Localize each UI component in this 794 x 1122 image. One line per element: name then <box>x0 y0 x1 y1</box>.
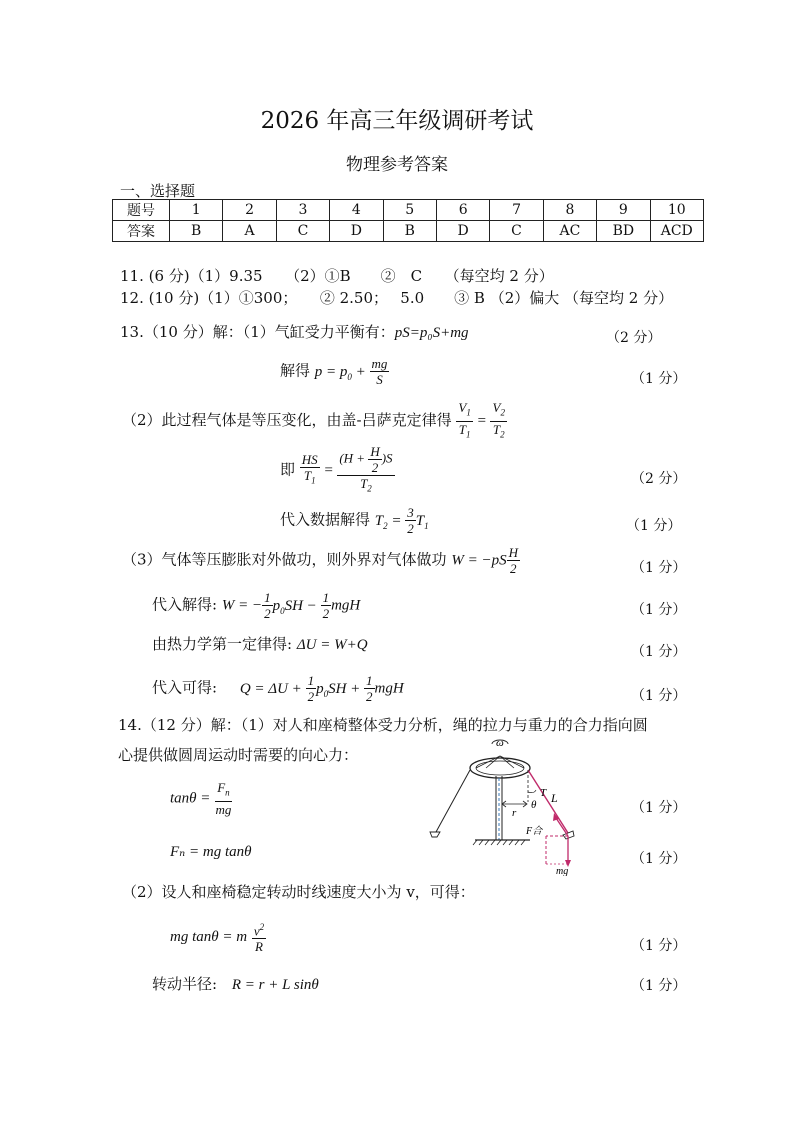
score: （1 分） <box>631 602 687 618</box>
q13-sub-label: 代入数据解得 <box>280 510 371 529</box>
table-cell: D <box>436 221 489 242</box>
answer-q11: 11. (6 分)（1）9.35 （2）①B ② C （每空均 2 分） <box>120 267 554 285</box>
table-cell: 9 <box>597 200 650 221</box>
table-cell: C <box>490 221 543 242</box>
q14-eq3: mg tanθ = m $\frac{v^2}{R}$ <box>170 922 265 955</box>
q13-solve-label: 解得 <box>280 361 311 380</box>
table-cell: 3 <box>276 200 329 221</box>
label-r: r <box>512 807 517 819</box>
score: （1 分） <box>631 800 687 816</box>
label-T: T <box>540 787 547 799</box>
label-mg: mg <box>556 866 569 876</box>
answer-table <box>112 199 704 242</box>
label-theta: θ <box>531 799 537 811</box>
label-omega: ω <box>496 737 504 749</box>
q13-intro-text: 13.（10 分）解：（1）气缸受力平衡有： <box>120 323 395 341</box>
score: （1 分） <box>631 644 687 660</box>
score: （1 分） <box>631 560 687 576</box>
table-cell: A <box>223 221 276 242</box>
q13-sub: 代入数据解得 $T_2$ = $\frac{3}{2}$ $T_1$ <box>280 505 429 536</box>
table-cell: BD <box>597 221 650 242</box>
score: （1 分） <box>631 978 687 994</box>
q14-eq1: tanθ = $\frac{F_n}{mg}$ <box>170 780 232 817</box>
q13-part2: （2）此过程气体是等压变化，由盖-吕萨克定律得 $\frac{V_1}{T_1}$ = $\frac{V_2}{T_2}$ <box>122 400 505 440</box>
q13-eq1: pS=p₀S+mg <box>394 325 469 341</box>
table-cell: C <box>276 221 329 242</box>
score: （2 分） <box>606 330 662 346</box>
exam-subtitle: 物理参考答案 <box>346 155 448 175</box>
table-row <box>113 200 704 221</box>
q13-thermo-eq: ΔU = W+Q <box>296 637 368 653</box>
swing-ride-diagram <box>420 736 590 876</box>
q14-eq2: Fₙ = mg tanθ <box>170 844 252 860</box>
q13-intro <box>120 321 469 342</box>
q13-sub2-label: 代入解得: <box>152 595 218 614</box>
row-header: 答案 <box>113 221 170 242</box>
answer-q12: 12. (10 分)（1）①300； ② 2.50； 5.0 ③ B （2）偏大 （每空均 2 分） <box>120 289 674 307</box>
score: （1 分） <box>631 688 687 704</box>
q14-eq3-lhs: mg tanθ = m <box>170 929 248 946</box>
table-cell: 8 <box>543 200 596 221</box>
table-cell: 10 <box>650 200 703 221</box>
score: （1 分） <box>631 851 687 867</box>
q13-thermo-label: 由热力学第一定律得: <box>152 635 293 653</box>
q13-ji: 即 $\frac{HS}{T_1}$ = (H + $\frac{H}{2}$ )S $T_2$ <box>280 444 393 494</box>
table-cell: ACD <box>650 221 703 242</box>
q14-eq1-lhs: tanθ = <box>170 790 211 807</box>
q13-sub3-label: 代入可得: <box>152 678 218 697</box>
q13-part3: （3）气体等压膨胀对外做功，则外界对气体做功 W = −pS $\frac{H}{2}$ <box>122 545 518 576</box>
table-cell: 7 <box>490 200 543 221</box>
table-cell: 4 <box>330 200 383 221</box>
q14-radius-label: 转动半径: <box>152 975 218 993</box>
q13-part3-text: （3）气体等压膨胀对外做功，则外界对气体做功 <box>122 550 447 569</box>
table-cell: 1 <box>170 200 223 221</box>
table-cell: B <box>170 221 223 242</box>
q13-part2-text: （2）此过程气体是等压变化，由盖-吕萨克定律得 <box>122 411 452 430</box>
q14-radius-eq: R = r + L sinθ <box>231 977 319 993</box>
q13-thermo <box>152 633 368 654</box>
q14-part2: （2）设人和座椅稳定转动时线速度大小为 v，可得： <box>122 883 475 901</box>
q14-line2: 心提供做圆周运动时需要的向心力： <box>118 746 359 764</box>
score: （1 分） <box>626 518 682 534</box>
table-row <box>113 221 704 242</box>
table-cell: 5 <box>383 200 436 221</box>
score: （1 分） <box>631 938 687 954</box>
left-seat <box>430 832 440 837</box>
table-cell: B <box>383 221 436 242</box>
label-F: F合 <box>526 826 543 837</box>
label-L: L <box>551 791 558 805</box>
q13-ji-label: 即 <box>280 460 296 479</box>
exam-title: 2026 年高三年级调研考试 <box>260 108 534 134</box>
table-cell: 2 <box>223 200 276 221</box>
q14-line1: 14.（12 分）解：（1）对人和座椅整体受力分析，绳的拉力与重力的合力指向圆 <box>118 716 648 734</box>
score: （2 分） <box>631 471 687 487</box>
table-cell: D <box>330 221 383 242</box>
q13-sub3: 代入可得: Q = ΔU + $\frac{1}{2}$ $p_0SH$ + $\frac{1}{2}$ mgH <box>152 673 404 704</box>
table-cell: AC <box>543 221 596 242</box>
table-cell: 6 <box>436 200 489 221</box>
left-rope <box>436 770 470 832</box>
section-heading: 一、选择题 <box>120 182 196 200</box>
score: （1 分） <box>631 371 687 387</box>
tension-arrow <box>556 818 568 836</box>
q13-sub2: 代入解得: W = − $\frac{1}{2}$ $p_0SH$ − $\frac{1}{2}$ mgH <box>152 590 361 621</box>
q13-solve: 解得 $p = p_0$ + $\frac{mg}{S}$ <box>280 356 388 387</box>
row-header: 题号 <box>113 200 170 221</box>
q14-radius <box>152 973 319 994</box>
